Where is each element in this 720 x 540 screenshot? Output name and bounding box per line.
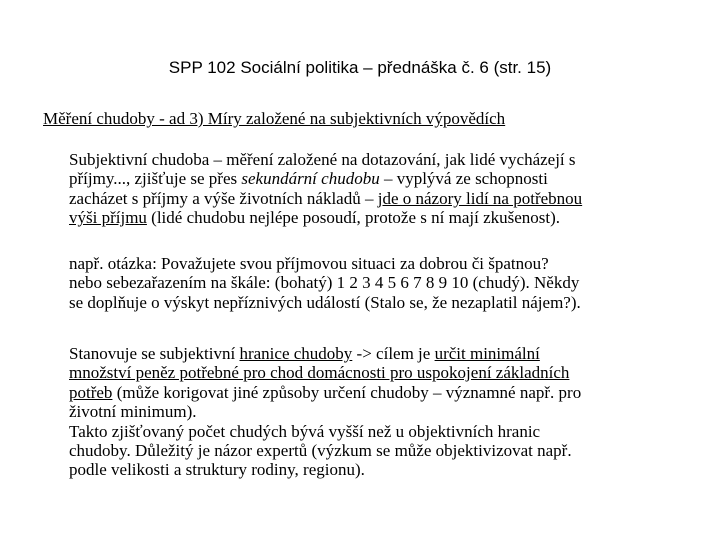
underlined-phrase: určit minimální <box>434 344 540 363</box>
paragraph-example-question <box>69 254 689 312</box>
section-heading: Měření chudoby - ad 3) Míry založené na subjektivních výpovědích <box>43 109 506 128</box>
paragraph-line: se doplňuje o výskyt nepříznivých událostí (Stalo se, že nezaplatil nájem?). <box>69 292 581 312</box>
paragraph-line <box>69 208 689 227</box>
paragraph-line: Subjektivní chudoba – měření založené na dotazování, jak lidé vycházejí s <box>69 150 576 169</box>
paragraph-line <box>69 189 689 208</box>
paragraph-line: množství peněz potřebné pro chod domácnosti pro uspokojení základních <box>69 363 570 383</box>
paragraph-line: životní minimum). <box>69 402 197 422</box>
underlined-phrase: výši příjmu <box>69 208 147 228</box>
paragraph-subjective-poverty <box>69 150 689 228</box>
paragraph-poverty-line <box>69 344 689 480</box>
underlined-phrase: potřeb <box>69 382 113 402</box>
text-run: – vyplývá ze schopnosti <box>379 169 548 189</box>
paragraph-line: Takto zjišťovaný počet chudých bývá vyšší než u objektivních hranic <box>69 421 541 441</box>
text-run: zacházet s příjmy a výše životních nákladů – <box>69 188 378 208</box>
text-run: příjmy..., zjišťuje se přes <box>69 169 242 189</box>
paragraph-line: např. otázka: Považujete svou příjmovou situaci za dobrou či špatnou? <box>69 254 549 273</box>
slide-title: SPP 102 Sociální politika – přednáška č. 6 (str. 15) <box>168 58 552 77</box>
text-run: -> cílem je <box>352 344 435 363</box>
paragraph-line <box>69 383 689 402</box>
underlined-phrase: hranice chudoby <box>239 344 353 363</box>
underlined-phrase: jde o názory lidí na potřebnou <box>377 188 583 208</box>
paragraph-line: podle velikosti a struktury rodiny, regionu). <box>69 460 365 480</box>
text-run: (lidé chudobu nejlépe posoudí, protože s ní mají zkušenost). <box>146 208 561 228</box>
paragraph-line <box>69 344 689 363</box>
italic-term: sekundární chudobu <box>241 169 380 189</box>
text-run: Stanovuje se subjektivní <box>69 344 240 363</box>
paragraph-line: chudoby. Důležitý je názor expertů (výzkum se může objektivizovat např. <box>69 441 572 461</box>
text-run: (může korigovat jiné způsoby určení chudoby – významné např. pro <box>112 382 582 402</box>
paragraph-line: nebo sebezařazením na škále: (bohatý) 1 2 3 4 5 6 7 8 9 10 (chudý). Někdy <box>69 273 580 293</box>
paragraph-line <box>69 169 689 188</box>
